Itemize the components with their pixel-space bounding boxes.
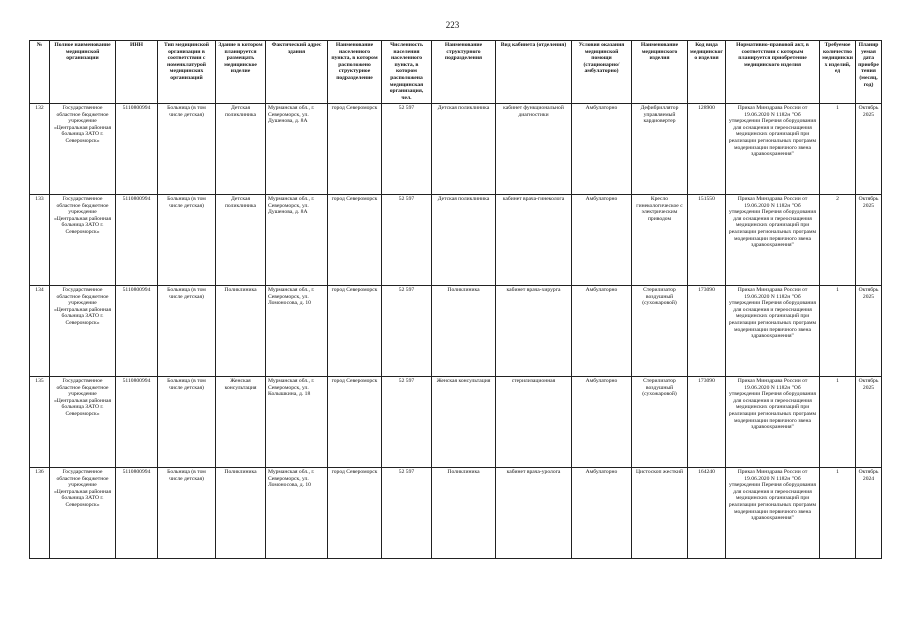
table-row	[30, 468, 882, 559]
cell-legal-act: Приказ Минздрава России от 19.06.2020 N 1182н "Об утверждении Перечня оборудования для оснащения и переоснащения медицинских организаций при реализации региональных программ модернизации первичного звена здравоохранения"	[726, 195, 820, 286]
header-population: Численность населения населенного пункта, в котором расположена медицинская организация, чел.	[382, 41, 432, 104]
cell-room-type: кабинет врача-хирурга	[496, 286, 572, 377]
cell-legal-act: Приказ Минздрава России от 19.06.2020 N 1182н "Об утверждении Перечня оборудования для оснащения и переоснащения медицинских организаций при реализации региональных программ модернизации первичного звена здравоохранения"	[726, 377, 820, 468]
cell-unit: Поликлиника	[432, 286, 496, 377]
cell-building: Поликлиника	[216, 468, 266, 559]
header-planned-date: Планируемая дата приобретения (месяц, год)	[856, 41, 882, 104]
cell-org-type: Больница (в том числе детская)	[158, 195, 216, 286]
cell-planned-date: Октябрь 2024	[856, 468, 882, 559]
cell-legal-act: Приказ Минздрава России от 19.06.2020 N 1182н "Об утверждении Перечня оборудования для оснащения и переоснащения медицинских организаций при реализации региональных программ модернизации первичного звена здравоохранения"	[726, 468, 820, 559]
cell-population: 52 597	[382, 104, 432, 195]
cell-inn: 5110800994	[116, 195, 158, 286]
header-room-type: Вид кабинета (отделения)	[496, 41, 572, 104]
cell-org-name: Государственное областное бюджетное учреждение «Центральная районная больница ЗАТО г. Североморск»	[50, 468, 116, 559]
cell-address: Мурманская обл., г. Североморск, ул. Душенова, д. 8А	[266, 104, 328, 195]
cell-inn: 5110800994	[116, 377, 158, 468]
cell-device: Стерилизатор воздушный (сухожаровой)	[632, 377, 688, 468]
cell-address: Мурманская обл., г. Североморск, ул. Душенова, д. 8А	[266, 195, 328, 286]
header-number: №	[30, 41, 50, 104]
cell-quantity: 1	[820, 377, 856, 468]
cell-device-code: 164240	[688, 468, 726, 559]
cell-device: Дефибриллятор управляемый кардиовертер	[632, 104, 688, 195]
cell-planned-date: Октябрь 2025	[856, 286, 882, 377]
table-row	[30, 195, 882, 286]
cell-population: 52 597	[382, 286, 432, 377]
cell-address: Мурманская обл., г. Североморск, ул. Ломоносова, д. 10	[266, 286, 328, 377]
cell-population: 52 597	[382, 195, 432, 286]
cell-org-type: Больница (в том числе детская)	[158, 104, 216, 195]
header-org-name: Полное наименование медицинской организации	[50, 41, 116, 104]
cell-locality: город Североморск	[328, 377, 382, 468]
header-inn: ИНН	[116, 41, 158, 104]
table-row	[30, 104, 882, 195]
cell-unit: Детская поликлиника	[432, 104, 496, 195]
cell-device-code: 173090	[688, 286, 726, 377]
cell-building: Детская поликлиника	[216, 195, 266, 286]
header-address: Фактический адрес здания	[266, 41, 328, 104]
cell-device: Стерилизатор воздушный (сухожаровой)	[632, 286, 688, 377]
cell-device: Цистоскоп жесткий	[632, 468, 688, 559]
header-conditions: Условия оказания медицинской помощи (стационарно/амбулаторно)	[572, 41, 632, 104]
cell-room-type: кабинет функциональной диагностики	[496, 104, 572, 195]
cell-address: Мурманская обл., г. Североморск, ул. Ломоносова, д. 10	[266, 468, 328, 559]
table-row	[30, 377, 882, 468]
cell-device-code: 151550	[688, 195, 726, 286]
table-row	[30, 286, 882, 377]
cell-conditions: Амбулаторно	[572, 195, 632, 286]
cell-number: 133	[30, 195, 50, 286]
cell-inn: 5110800994	[116, 104, 158, 195]
cell-unit: Детская поликлиника	[432, 195, 496, 286]
cell-number: 135	[30, 377, 50, 468]
cell-building: Женская консультация	[216, 377, 266, 468]
cell-room-type: кабинет врача-уролога	[496, 468, 572, 559]
cell-quantity: 1	[820, 286, 856, 377]
cell-population: 52 597	[382, 468, 432, 559]
header-legal-act: Нормативно-правовой акт, в соответствии с которым планируется приобретение медицинского изделия	[726, 41, 820, 104]
header-building: Здание в котором планируется размещать медицинское изделие	[216, 41, 266, 104]
cell-unit: Женская консультация	[432, 377, 496, 468]
cell-org-name: Государственное областное бюджетное учреждение «Центральная районная больница ЗАТО г. Североморск»	[50, 104, 116, 195]
cell-device: Кресло гинекологическое с электрическим приводом	[632, 195, 688, 286]
cell-org-type: Больница (в том числе детская)	[158, 468, 216, 559]
cell-unit: Поликлиника	[432, 468, 496, 559]
cell-address: Мурманская обл., г. Североморск, ул. Колышкина, д. 18	[266, 377, 328, 468]
cell-legal-act: Приказ Минздрава России от 19.06.2020 N 1182н "Об утверждении Перечня оборудования для оснащения и переоснащения медицинских организаций при реализации региональных программ модернизации первичного звена здравоохранения"	[726, 104, 820, 195]
cell-legal-act: Приказ Минздрава России от 19.06.2020 N 1182н "Об утверждении Перечня оборудования для оснащения и переоснащения медицинских организаций при реализации региональных программ модернизации первичного звена здравоохранения"	[726, 286, 820, 377]
cell-conditions: Амбулаторно	[572, 104, 632, 195]
cell-number: 134	[30, 286, 50, 377]
cell-quantity: 2	[820, 195, 856, 286]
cell-conditions: Амбулаторно	[572, 286, 632, 377]
header-locality: Наименование населенного пункта, в котором расположено структурное подразделение	[328, 41, 382, 104]
cell-locality: город Североморск	[328, 195, 382, 286]
cell-building: Поликлиника	[216, 286, 266, 377]
cell-org-name: Государственное областное бюджетное учреждение «Центральная районная больница ЗАТО г. Североморск»	[50, 195, 116, 286]
cell-building: Детская поликлиника	[216, 104, 266, 195]
header-unit: Наименование структурного подразделения	[432, 41, 496, 104]
cell-quantity: 1	[820, 104, 856, 195]
cell-org-type: Больница (в том числе детская)	[158, 286, 216, 377]
equipment-table	[29, 40, 882, 559]
cell-device-code: 173090	[688, 377, 726, 468]
table-header-row	[30, 41, 882, 104]
cell-planned-date: Октябрь 2025	[856, 377, 882, 468]
cell-org-type: Больница (в том числе детская)	[158, 377, 216, 468]
cell-conditions: Амбулаторно	[572, 468, 632, 559]
cell-quantity: 1	[820, 468, 856, 559]
cell-room-type: кабинет врача-гинеколога	[496, 195, 572, 286]
header-org-type: Тип медицинской организации в соответствии с номенклатурой медицинских организаций	[158, 41, 216, 104]
cell-planned-date: Октябрь 2025	[856, 195, 882, 286]
cell-inn: 5110800994	[116, 286, 158, 377]
header-quantity: Требуемое количество медицинских изделий, ед	[820, 41, 856, 104]
cell-population: 52 597	[382, 377, 432, 468]
cell-org-name: Государственное областное бюджетное учреждение «Центральная районная больница ЗАТО г. Североморск»	[50, 377, 116, 468]
cell-locality: город Североморск	[328, 286, 382, 377]
cell-locality: город Североморск	[328, 468, 382, 559]
cell-org-name: Государственное областное бюджетное учреждение «Центральная районная больница ЗАТО г. Североморск»	[50, 286, 116, 377]
header-device-code: Код вида медицинского изделия	[688, 41, 726, 104]
cell-number: 132	[30, 104, 50, 195]
cell-conditions: Амбулаторно	[572, 377, 632, 468]
header-device: Наименование медицинского изделия	[632, 41, 688, 104]
cell-planned-date: Октябрь 2025	[856, 104, 882, 195]
cell-locality: город Североморск	[328, 104, 382, 195]
page-number: 223	[445, 20, 460, 30]
cell-room-type: стерилизационная	[496, 377, 572, 468]
cell-device-code: 128900	[688, 104, 726, 195]
cell-number: 136	[30, 468, 50, 559]
cell-inn: 5110800994	[116, 468, 158, 559]
